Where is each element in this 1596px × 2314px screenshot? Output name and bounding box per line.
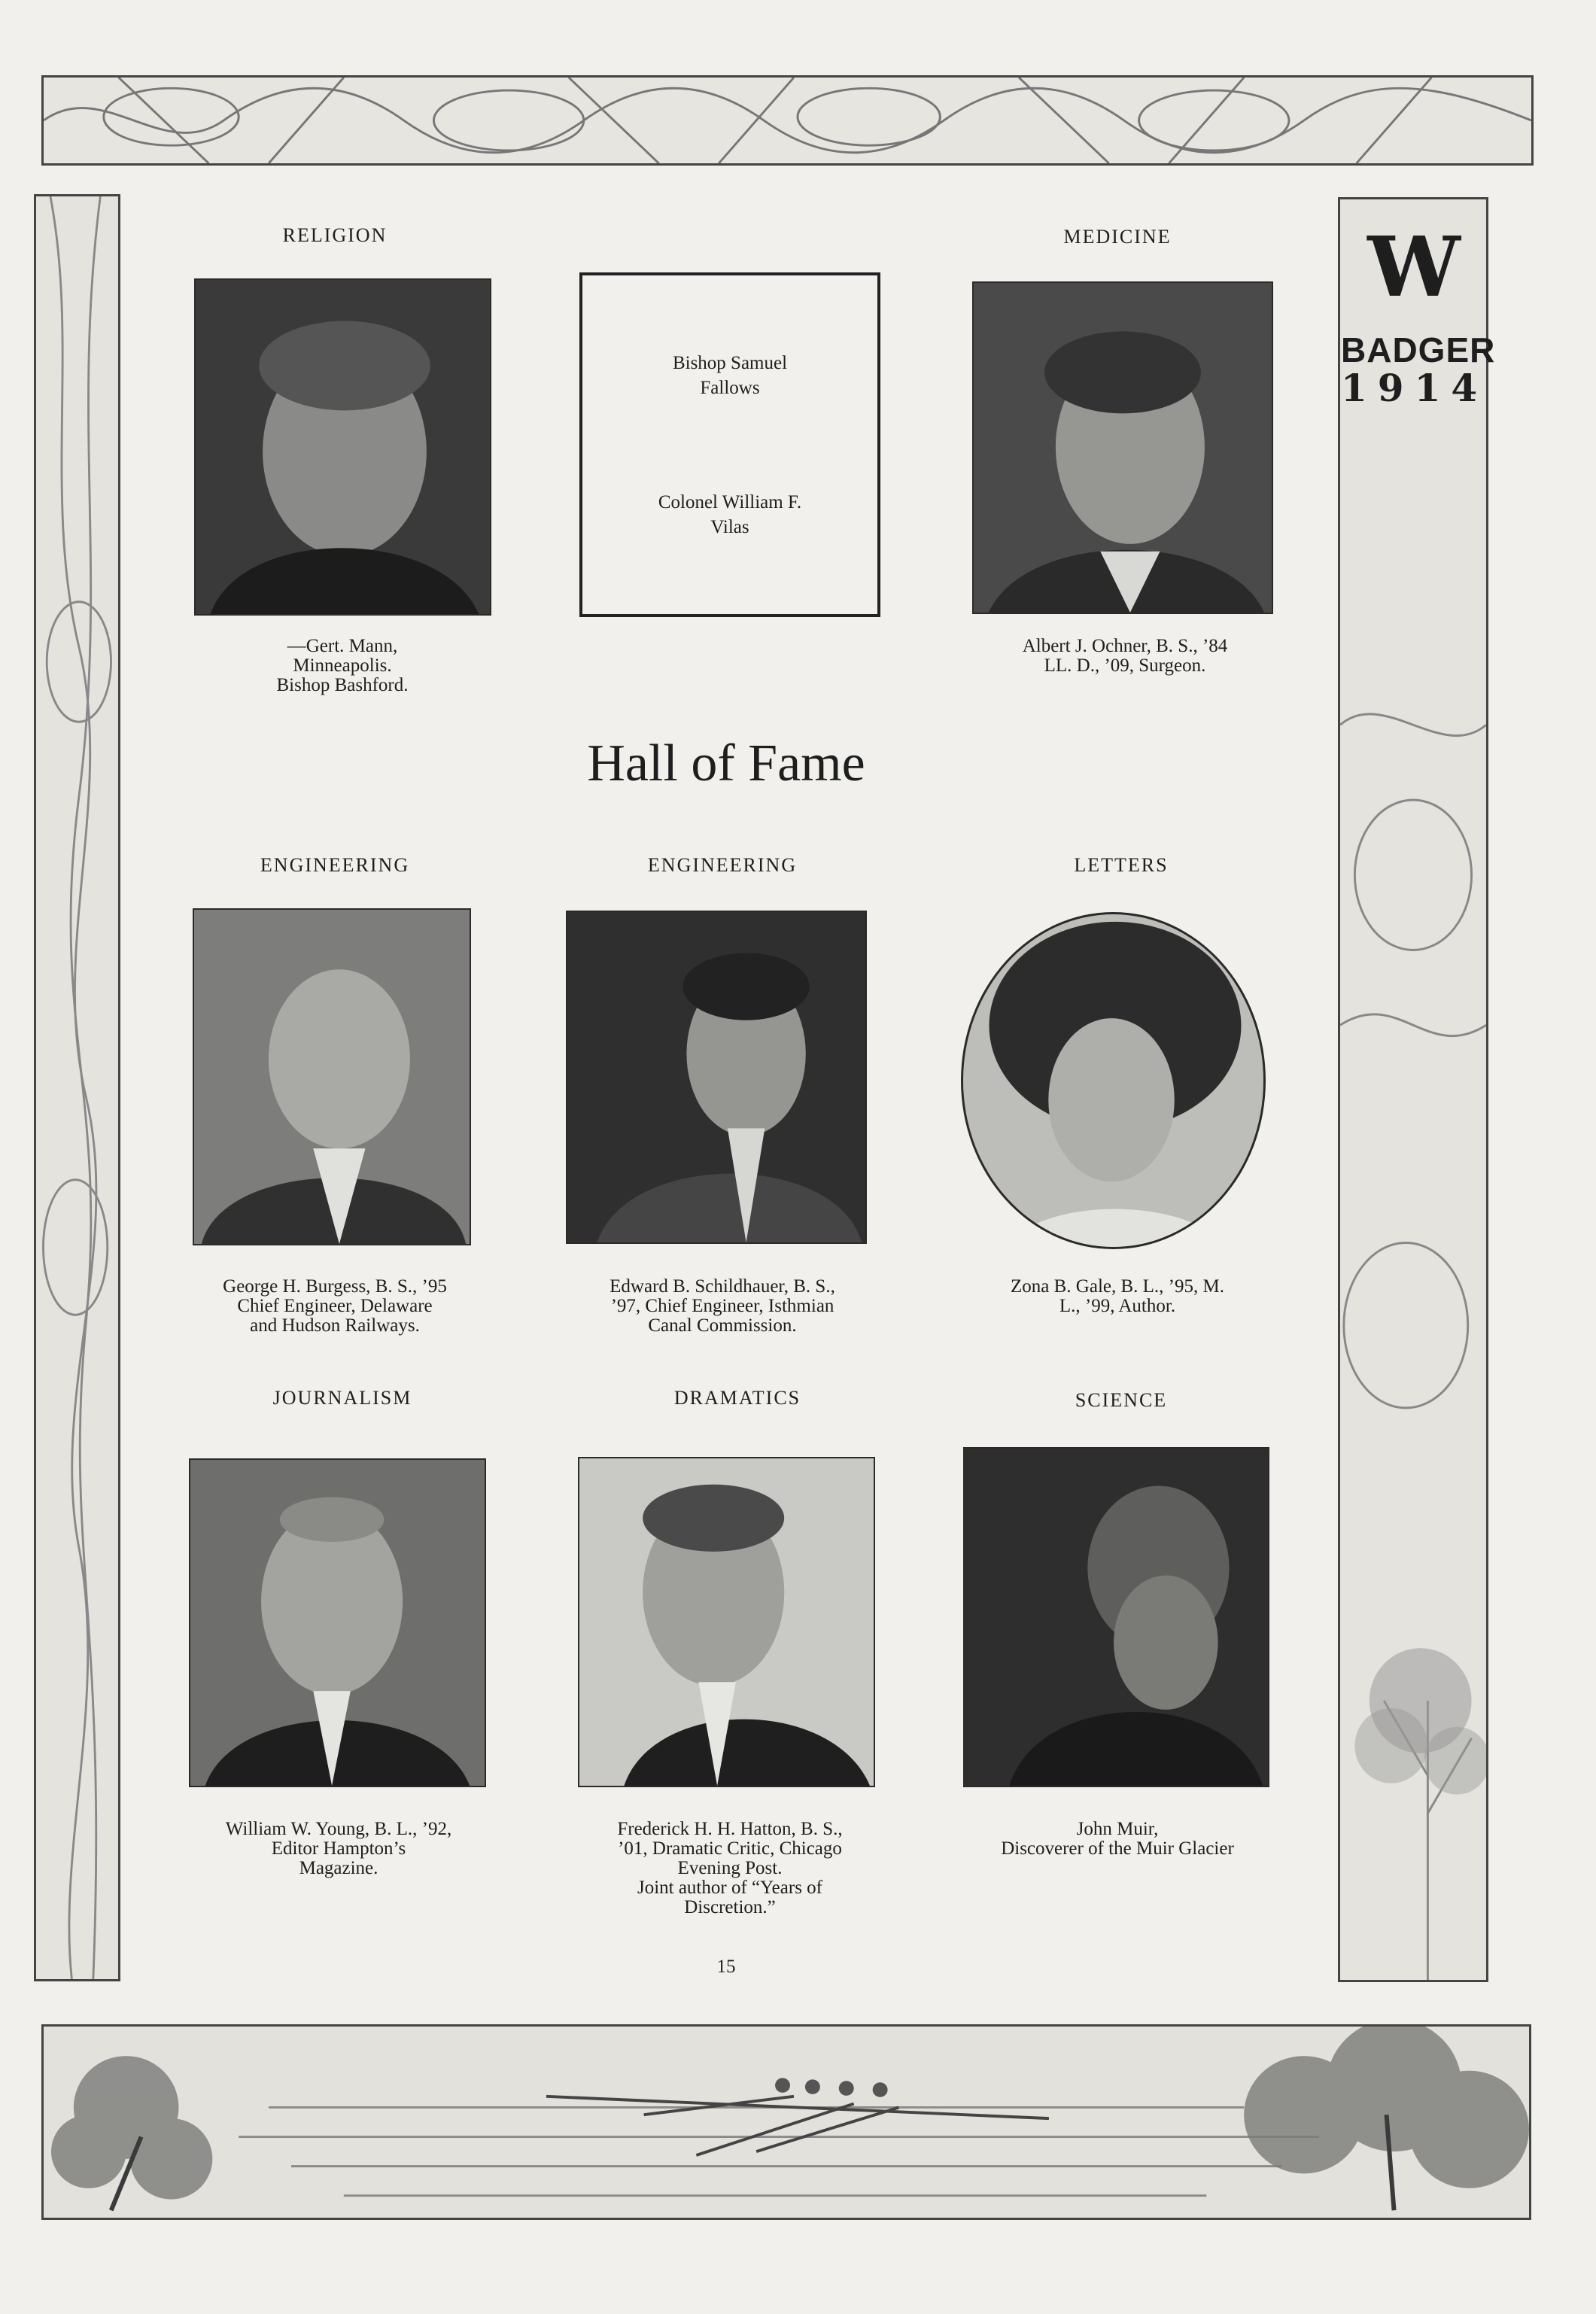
top-decorative-border	[41, 75, 1534, 166]
portrait-caption: Zona B. Gale, B. L., ’95, M. L., ’99, Author.	[1011, 1276, 1224, 1316]
crest-name: BADGER	[1341, 330, 1496, 369]
left-decorative-border	[34, 194, 120, 1981]
page-title: Hall of Fame	[587, 734, 865, 792]
tree-pattern-icon	[44, 78, 1531, 163]
portrait-caption: —Gert. Mann, Minneapolis. Bishop Bashford.	[276, 636, 409, 695]
portrait-caption: Frederick H. H. Hatton, B. S., ’01, Dramatic Critic, Chicago Evening Post. Joint author of “Years of Discretion.”	[617, 1819, 843, 1917]
portrait-photo	[566, 911, 867, 1244]
portrait-caption: Edward B. Schildhauer, B. S., ’97, Chief Engineer, Isthmian Canal Commission.	[610, 1276, 835, 1336]
crest-year: 1914	[1341, 366, 1488, 410]
category-label: JOURNALISM	[272, 1387, 412, 1409]
category-label: LETTERS	[1074, 854, 1169, 876]
portrait-photo	[194, 278, 491, 616]
category-label: SCIENCE	[1075, 1389, 1168, 1411]
portrait-photo	[961, 912, 1266, 1249]
category-label: MEDICINE	[1063, 226, 1172, 248]
tree-landscape-icon	[1340, 199, 1496, 1980]
portrait-photo	[193, 908, 471, 1245]
right-decorative-border	[1338, 197, 1496, 1982]
category-label: DRAMATICS	[673, 1387, 801, 1409]
portrait-photo	[189, 1458, 486, 1787]
page-number: 15	[716, 1957, 736, 1977]
placeholder-name-1: Bishop Samuel Fallows	[672, 353, 788, 398]
category-label: ENGINEERING	[647, 854, 798, 876]
portrait-caption: William W. Young, B. L., ’92, Editor Hampton’s Magazine.	[225, 1819, 452, 1878]
placeholder-name-2: Colonel William F. Vilas	[658, 492, 802, 537]
portrait-photo	[972, 281, 1273, 614]
category-label: RELIGION	[282, 224, 388, 246]
bottom-decorative-border	[41, 2024, 1531, 2220]
crest-letter: W	[1367, 218, 1461, 315]
category-label: ENGINEERING	[260, 854, 410, 876]
portrait-photo	[578, 1457, 875, 1787]
portrait-caption: John Muir, Discoverer of the Muir Glacier	[1001, 1819, 1234, 1859]
portrait-caption: George H. Burgess, B. S., ’95 Chief Engineer, Delaware and Hudson Railways.	[223, 1276, 447, 1336]
text-placeholder-box	[579, 272, 880, 617]
vine-pattern-icon	[36, 196, 118, 1979]
portrait-caption: Albert J. Ochner, B. S., ’84 LL. D., ’09, Surgeon.	[1022, 636, 1228, 676]
portrait-photo	[963, 1447, 1269, 1787]
crest	[1341, 218, 1496, 410]
rowing-scene-icon	[44, 2027, 1529, 2218]
